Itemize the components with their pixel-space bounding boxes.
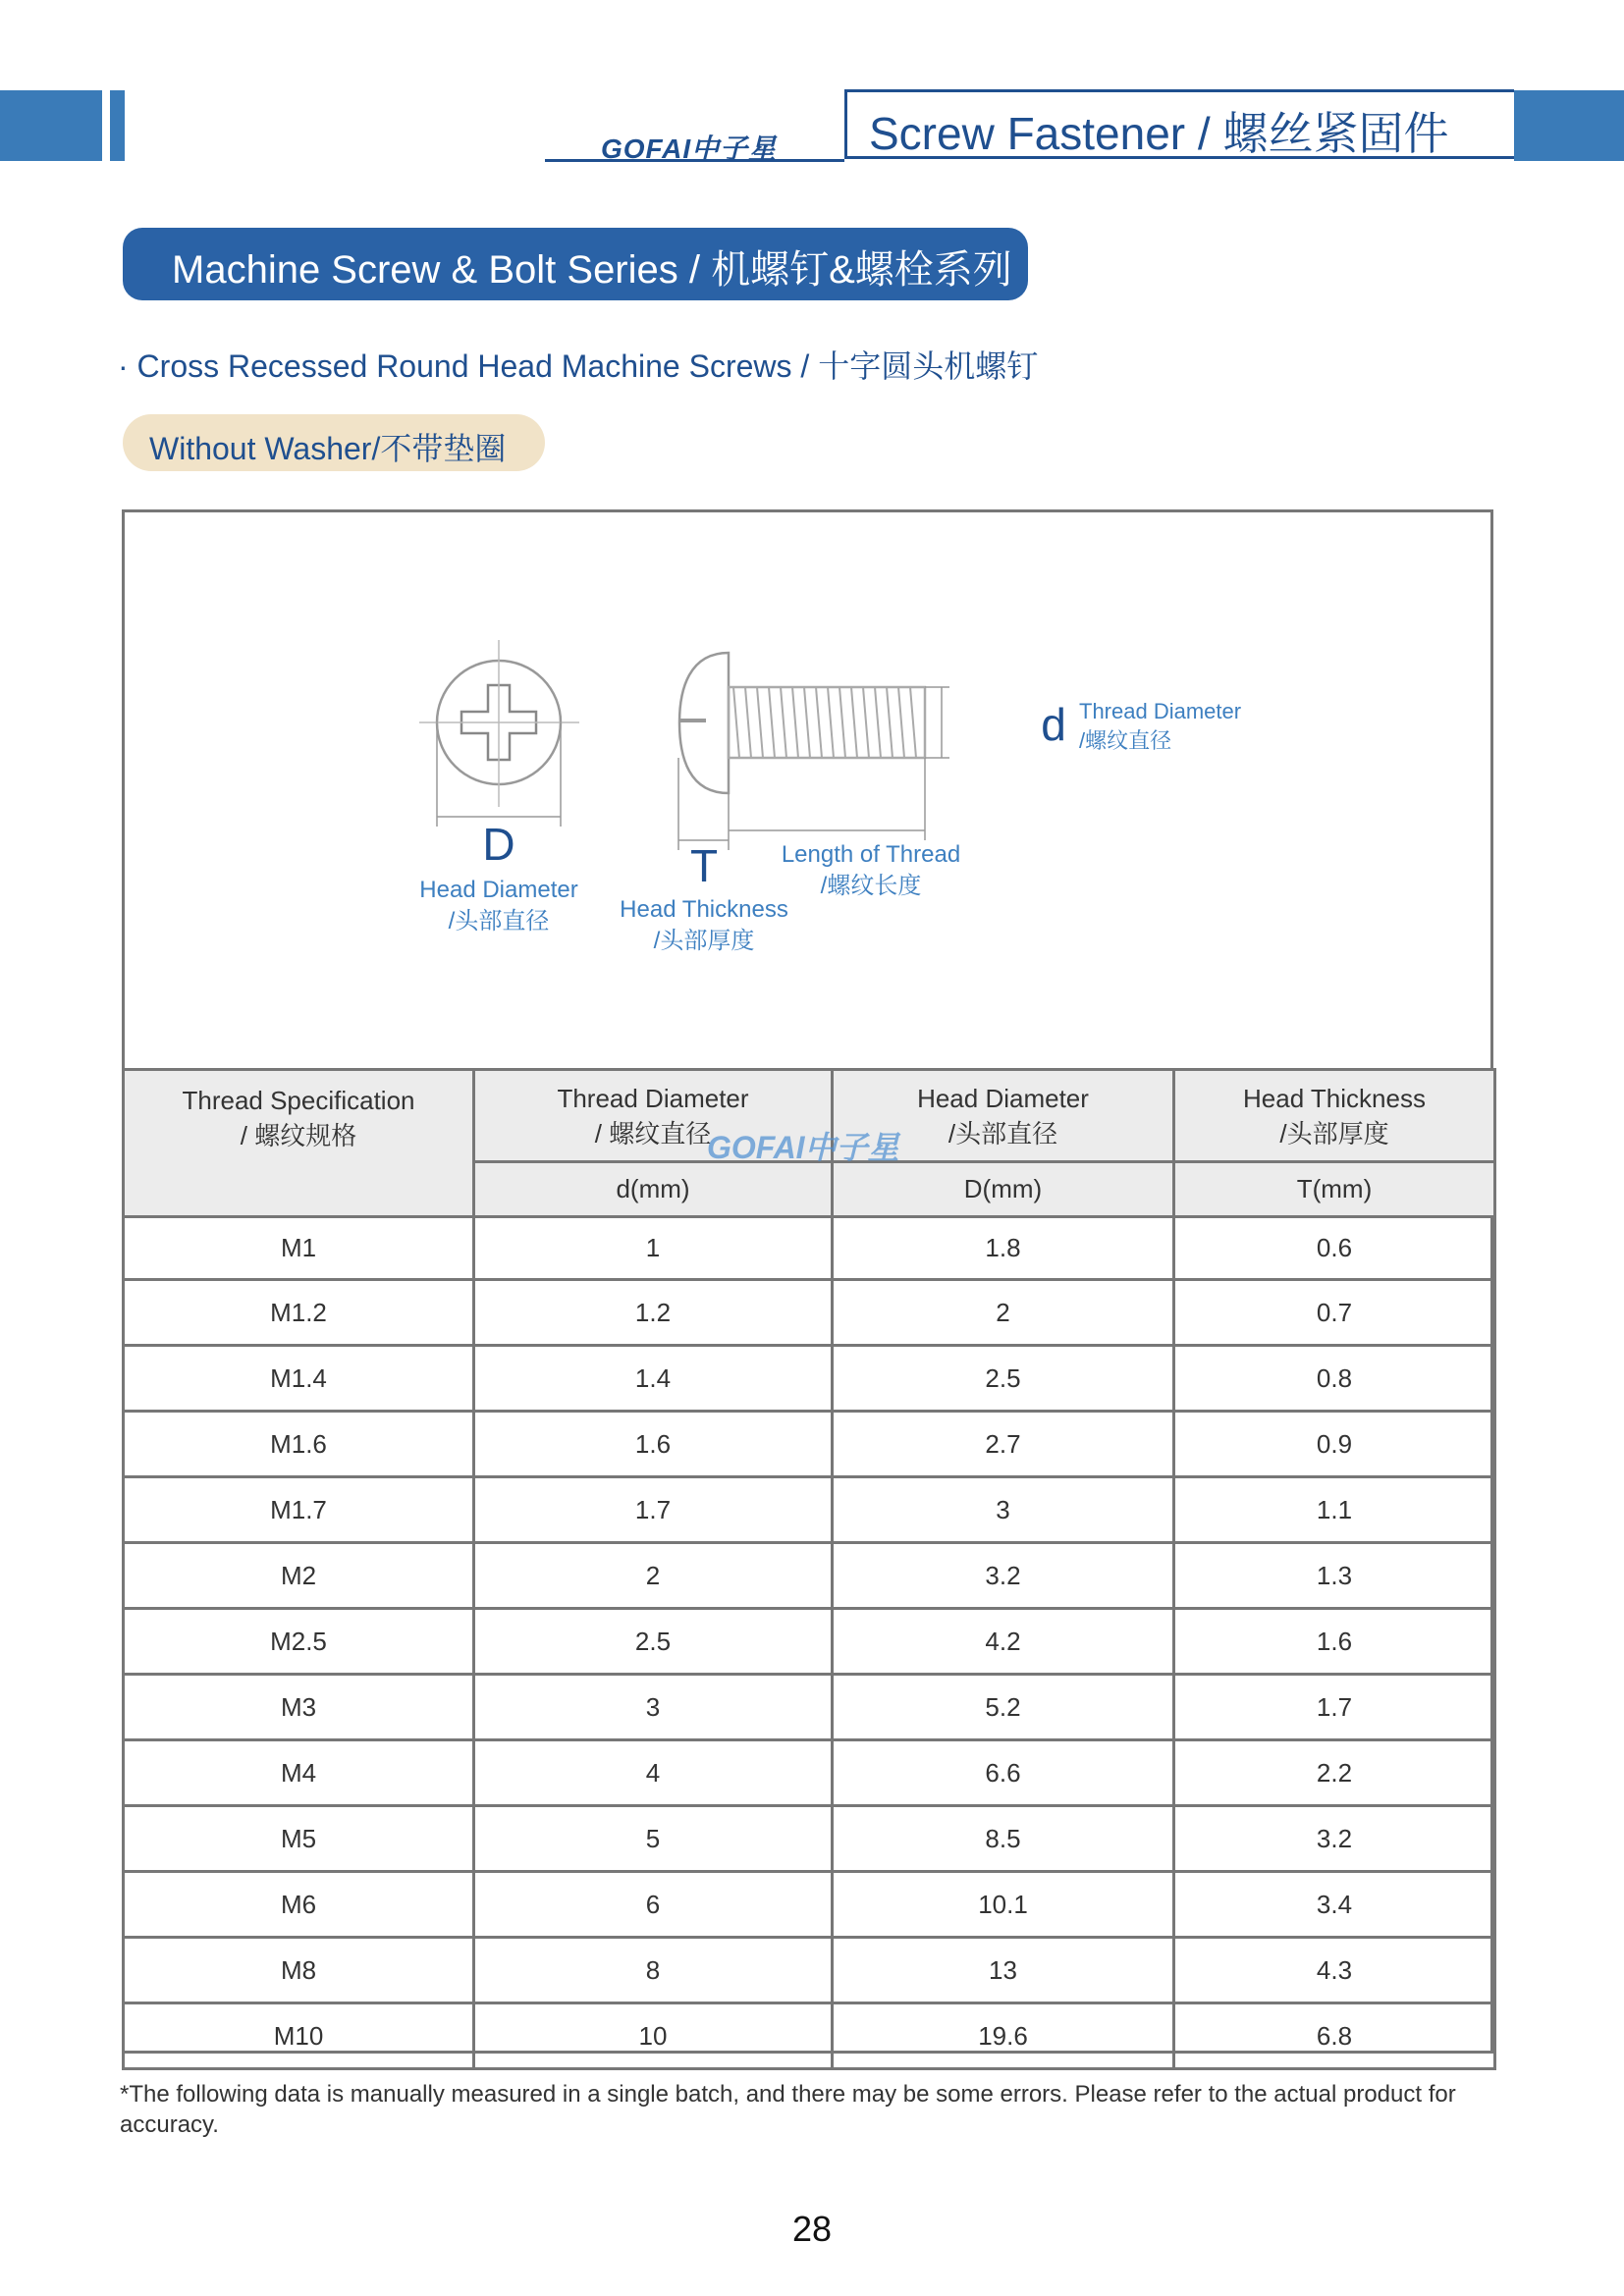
cell-head-thickness: 1.1 xyxy=(1174,1477,1495,1543)
cell-head-diameter: 8.5 xyxy=(833,1806,1174,1872)
cell-thread-diameter: 8 xyxy=(474,1938,833,2003)
label-T-cn: /头部厚度 xyxy=(653,928,755,954)
screw-side-view xyxy=(678,653,949,850)
cell-thread-spec: M1.4 xyxy=(124,1346,474,1412)
label-T: T xyxy=(689,840,719,891)
table-row xyxy=(124,1346,1495,1412)
label-d: d xyxy=(1041,699,1066,750)
cell-head-thickness: 1.6 xyxy=(1174,1609,1495,1675)
table-row xyxy=(124,1675,1495,1740)
header-accent-bar-left-narrow xyxy=(110,90,125,161)
cell-thread-spec: M4 xyxy=(124,1740,474,1806)
cell-thread-spec: M10 xyxy=(124,2003,474,2069)
page-number: 28 xyxy=(791,2209,833,2249)
unit-D: D(mm) xyxy=(833,1162,1174,1217)
table-row xyxy=(124,1280,1495,1346)
spec-table xyxy=(122,1068,1496,2070)
header-accent-bar-right xyxy=(1514,90,1624,161)
table-row xyxy=(124,1609,1495,1675)
label-d-cn: /螺纹直径 xyxy=(1079,728,1172,753)
cell-thread-diameter: 1.7 xyxy=(474,1477,833,1543)
table-row xyxy=(124,1740,1495,1806)
cell-head-diameter: 1.8 xyxy=(833,1217,1174,1280)
watermark-logo: GOFAI中子星 xyxy=(707,1130,899,1165)
cell-thread-diameter: 1.6 xyxy=(474,1412,833,1477)
cell-thread-diameter: 4 xyxy=(474,1740,833,1806)
cell-head-diameter: 19.6 xyxy=(833,2003,1174,2069)
table-row xyxy=(124,1477,1495,1543)
cell-thread-spec: M1.7 xyxy=(124,1477,474,1543)
header-head-diameter: Head Diameter /头部直径 xyxy=(833,1070,1174,1162)
cell-head-thickness: 4.3 xyxy=(1174,1938,1495,2003)
table-row xyxy=(124,1872,1495,1938)
cell-head-thickness: 3.2 xyxy=(1174,1806,1495,1872)
footnote: *The following data is manually measured in a single batch, and there may be some errors. Please refer to the actual product for accuracy. xyxy=(120,2081,1456,2138)
label-L-cn: /螺纹长度 xyxy=(820,873,922,899)
cell-thread-spec: M2.5 xyxy=(124,1609,474,1675)
cell-head-thickness: 0.7 xyxy=(1174,1280,1495,1346)
cell-head-thickness: 0.9 xyxy=(1174,1412,1495,1477)
unit-d: d(mm) xyxy=(474,1162,833,1217)
product-subtitle: · Cross Recessed Round Head Machine Screws / 十字圆头机螺钉 xyxy=(118,348,1039,384)
table-row xyxy=(124,1938,1495,2003)
table-row xyxy=(124,1543,1495,1609)
label-D-en: Head Diameter xyxy=(419,877,578,903)
screw-diagram xyxy=(125,512,1490,1068)
cell-thread-diameter: 2.5 xyxy=(474,1609,833,1675)
cell-thread-spec: M1.6 xyxy=(124,1412,474,1477)
cell-thread-diameter: 10 xyxy=(474,2003,833,2069)
cell-head-diameter: 13 xyxy=(833,1938,1174,2003)
cell-head-diameter: 6.6 xyxy=(833,1740,1174,1806)
cell-thread-diameter: 3 xyxy=(474,1675,833,1740)
cell-thread-diameter: 1.2 xyxy=(474,1280,833,1346)
table-row xyxy=(124,1806,1495,1872)
cell-thread-spec: M1.2 xyxy=(124,1280,474,1346)
cell-thread-spec: M6 xyxy=(124,1872,474,1938)
cell-head-thickness: 0.6 xyxy=(1174,1217,1495,1280)
header-thread-spec: Thread Specification / 螺纹规格 xyxy=(124,1070,474,1217)
label-L-en: Length of Thread xyxy=(781,841,961,868)
table-row xyxy=(124,1217,1495,1280)
cell-head-diameter: 10.1 xyxy=(833,1872,1174,1938)
cell-head-thickness: 1.3 xyxy=(1174,1543,1495,1609)
cell-thread-diameter: 1.4 xyxy=(474,1346,833,1412)
cell-thread-spec: M5 xyxy=(124,1806,474,1872)
table-row xyxy=(124,1412,1495,1477)
cell-thread-spec: M1 xyxy=(124,1217,474,1280)
screw-head-top-view xyxy=(419,640,579,827)
table-row xyxy=(124,2003,1495,2069)
cell-thread-spec: M8 xyxy=(124,1938,474,2003)
cell-head-diameter: 3 xyxy=(833,1477,1174,1543)
cell-head-diameter: 4.2 xyxy=(833,1609,1174,1675)
label-d-en: Thread Diameter xyxy=(1079,699,1242,723)
header-accent-bar-left xyxy=(0,90,102,161)
unit-T: T(mm) xyxy=(1174,1162,1495,1217)
brand-logo: GOFAI中子星 xyxy=(601,133,778,164)
cell-head-diameter: 3.2 xyxy=(833,1543,1174,1609)
washer-tag-label: Without Washer/不带垫圈 xyxy=(149,431,507,466)
cell-head-thickness: 1.7 xyxy=(1174,1675,1495,1740)
cell-head-thickness: 3.4 xyxy=(1174,1872,1495,1938)
cell-thread-diameter: 6 xyxy=(474,1872,833,1938)
cell-thread-spec: M2 xyxy=(124,1543,474,1609)
cell-thread-diameter: 5 xyxy=(474,1806,833,1872)
label-D-cn: /头部直径 xyxy=(448,908,550,934)
cell-thread-spec: M3 xyxy=(124,1675,474,1740)
label-D: D xyxy=(482,819,515,870)
cell-head-thickness: 0.8 xyxy=(1174,1346,1495,1412)
cell-head-diameter: 2.7 xyxy=(833,1412,1174,1477)
cell-head-diameter: 2 xyxy=(833,1280,1174,1346)
cell-head-diameter: 5.2 xyxy=(833,1675,1174,1740)
cell-head-thickness: 6.8 xyxy=(1174,2003,1495,2069)
cell-thread-diameter: 1 xyxy=(474,1217,833,1280)
label-T-en: Head Thickness xyxy=(620,896,788,923)
series-title: Machine Screw & Bolt Series / 机螺钉&螺栓系列 xyxy=(172,248,1012,292)
page-title: Screw Fastener / 螺丝紧固件 xyxy=(869,108,1449,159)
cell-head-diameter: 2.5 xyxy=(833,1346,1174,1412)
cell-head-thickness: 2.2 xyxy=(1174,1740,1495,1806)
header-head-thickness: Head Thickness /头部厚度 xyxy=(1174,1070,1495,1162)
cell-thread-diameter: 2 xyxy=(474,1543,833,1609)
header-thread-diameter: Thread Diameter / 螺纹直径 xyxy=(474,1070,833,1162)
